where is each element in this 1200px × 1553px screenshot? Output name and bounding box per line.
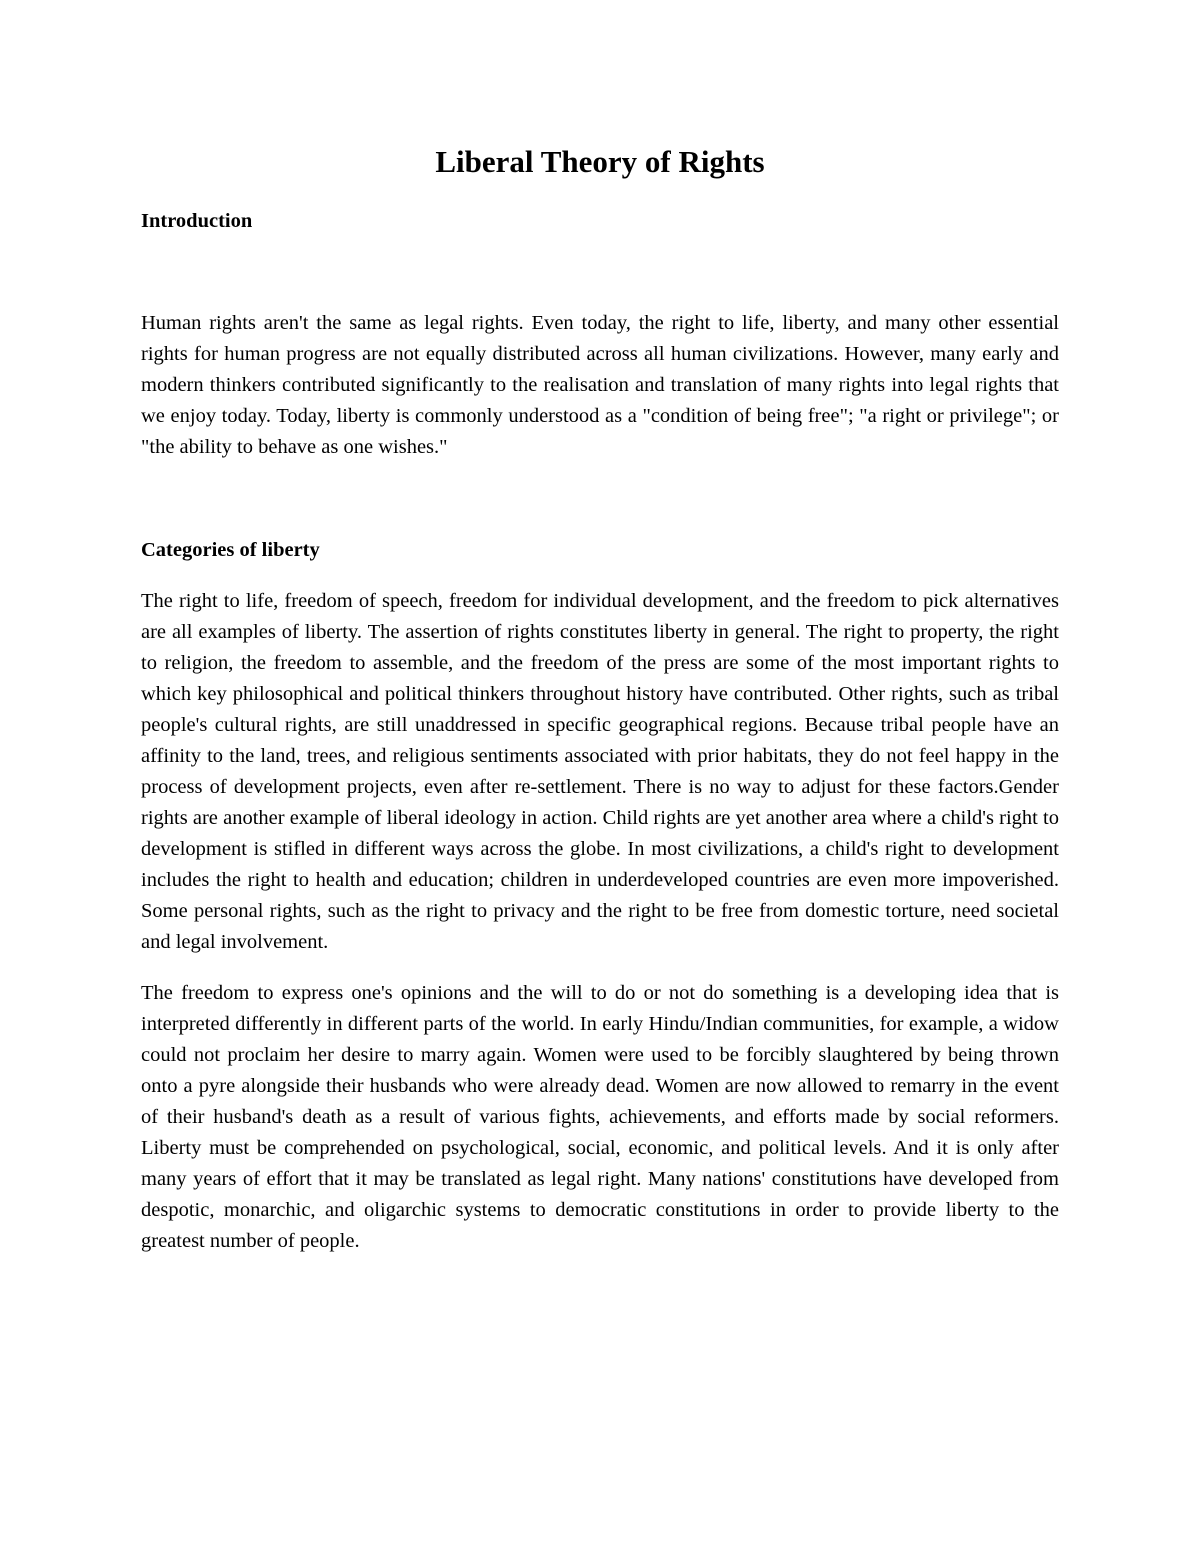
document-title: Liberal Theory of Rights	[435, 144, 765, 179]
paragraph-categories-1: The right to life, freedom of speech, freedom for individual development, and the freedom to pick alternatives are all examples of liberty. The assertion of rights constitutes liberty in general. The right to property, the right to religion, the freedom to assemble, and the freedom of the press are some of the most important rights to which key philosophical and political thinkers throughout history have contributed. Other rights, such as tribal people's cultural rights, are still unaddressed in specific geographical regions. Because tribal people have an affinity to the land, trees, and religious sentiments associated with prior habitats, they do not feel happy in the process of development projects, even after re-settlement. There is no way to adjust for these factors.Gender rights are another example of liberal ideology in action. Child rights are yet another area where a child's right to development is stifled in different ways across the globe. In most civilizations, a child's right to development includes the right to health and education; children in underdeveloped countries are even more impoverished. Some personal rights, such as the right to privacy and the right to be free from domestic torture, need societal and legal involvement.	[141, 590, 1059, 953]
paragraph-categories-2: The freedom to express one's opinions and the will to do or not do something is a developing idea that is interpreted differently in different parts of the world. In early Hindu/Indian communities, for example, a widow could not proclaim her desire to marry again. Women were used to be forcibly slaughtered by being thrown onto a pyre alongside their husbands who were already dead. Women are now allowed to remarry in the event of their husband's death as a result of various fights, achievements, and efforts made by social reformers. Liberty must be comprehended on psychological, social, economic, and political levels. And it is only after many years of effort that it may be translated as legal right. Many nations' constitutions have developed from despotic, monarchic, and oligarchic systems to democratic constitutions in order to provide liberty to the greatest number of people.	[141, 982, 1059, 1252]
section-heading-categories-of-liberty: Categories of liberty	[141, 539, 320, 561]
paragraph-introduction: Human rights aren't the same as legal rights. Even today, the right to life, liberty, and many other essential rights for human progress are not equally distributed across all human civilizations. However, many early and modern thinkers contributed significantly to the realisation and translation of many rights into legal rights that we enjoy today. Today, liberty is commonly understood as a "condition of being free"; "a right or privilege"; or "the ability to behave as one wishes."	[141, 312, 1059, 458]
section-heading-introduction: Introduction	[141, 210, 253, 232]
document-body	[141, 140, 1059, 1257]
